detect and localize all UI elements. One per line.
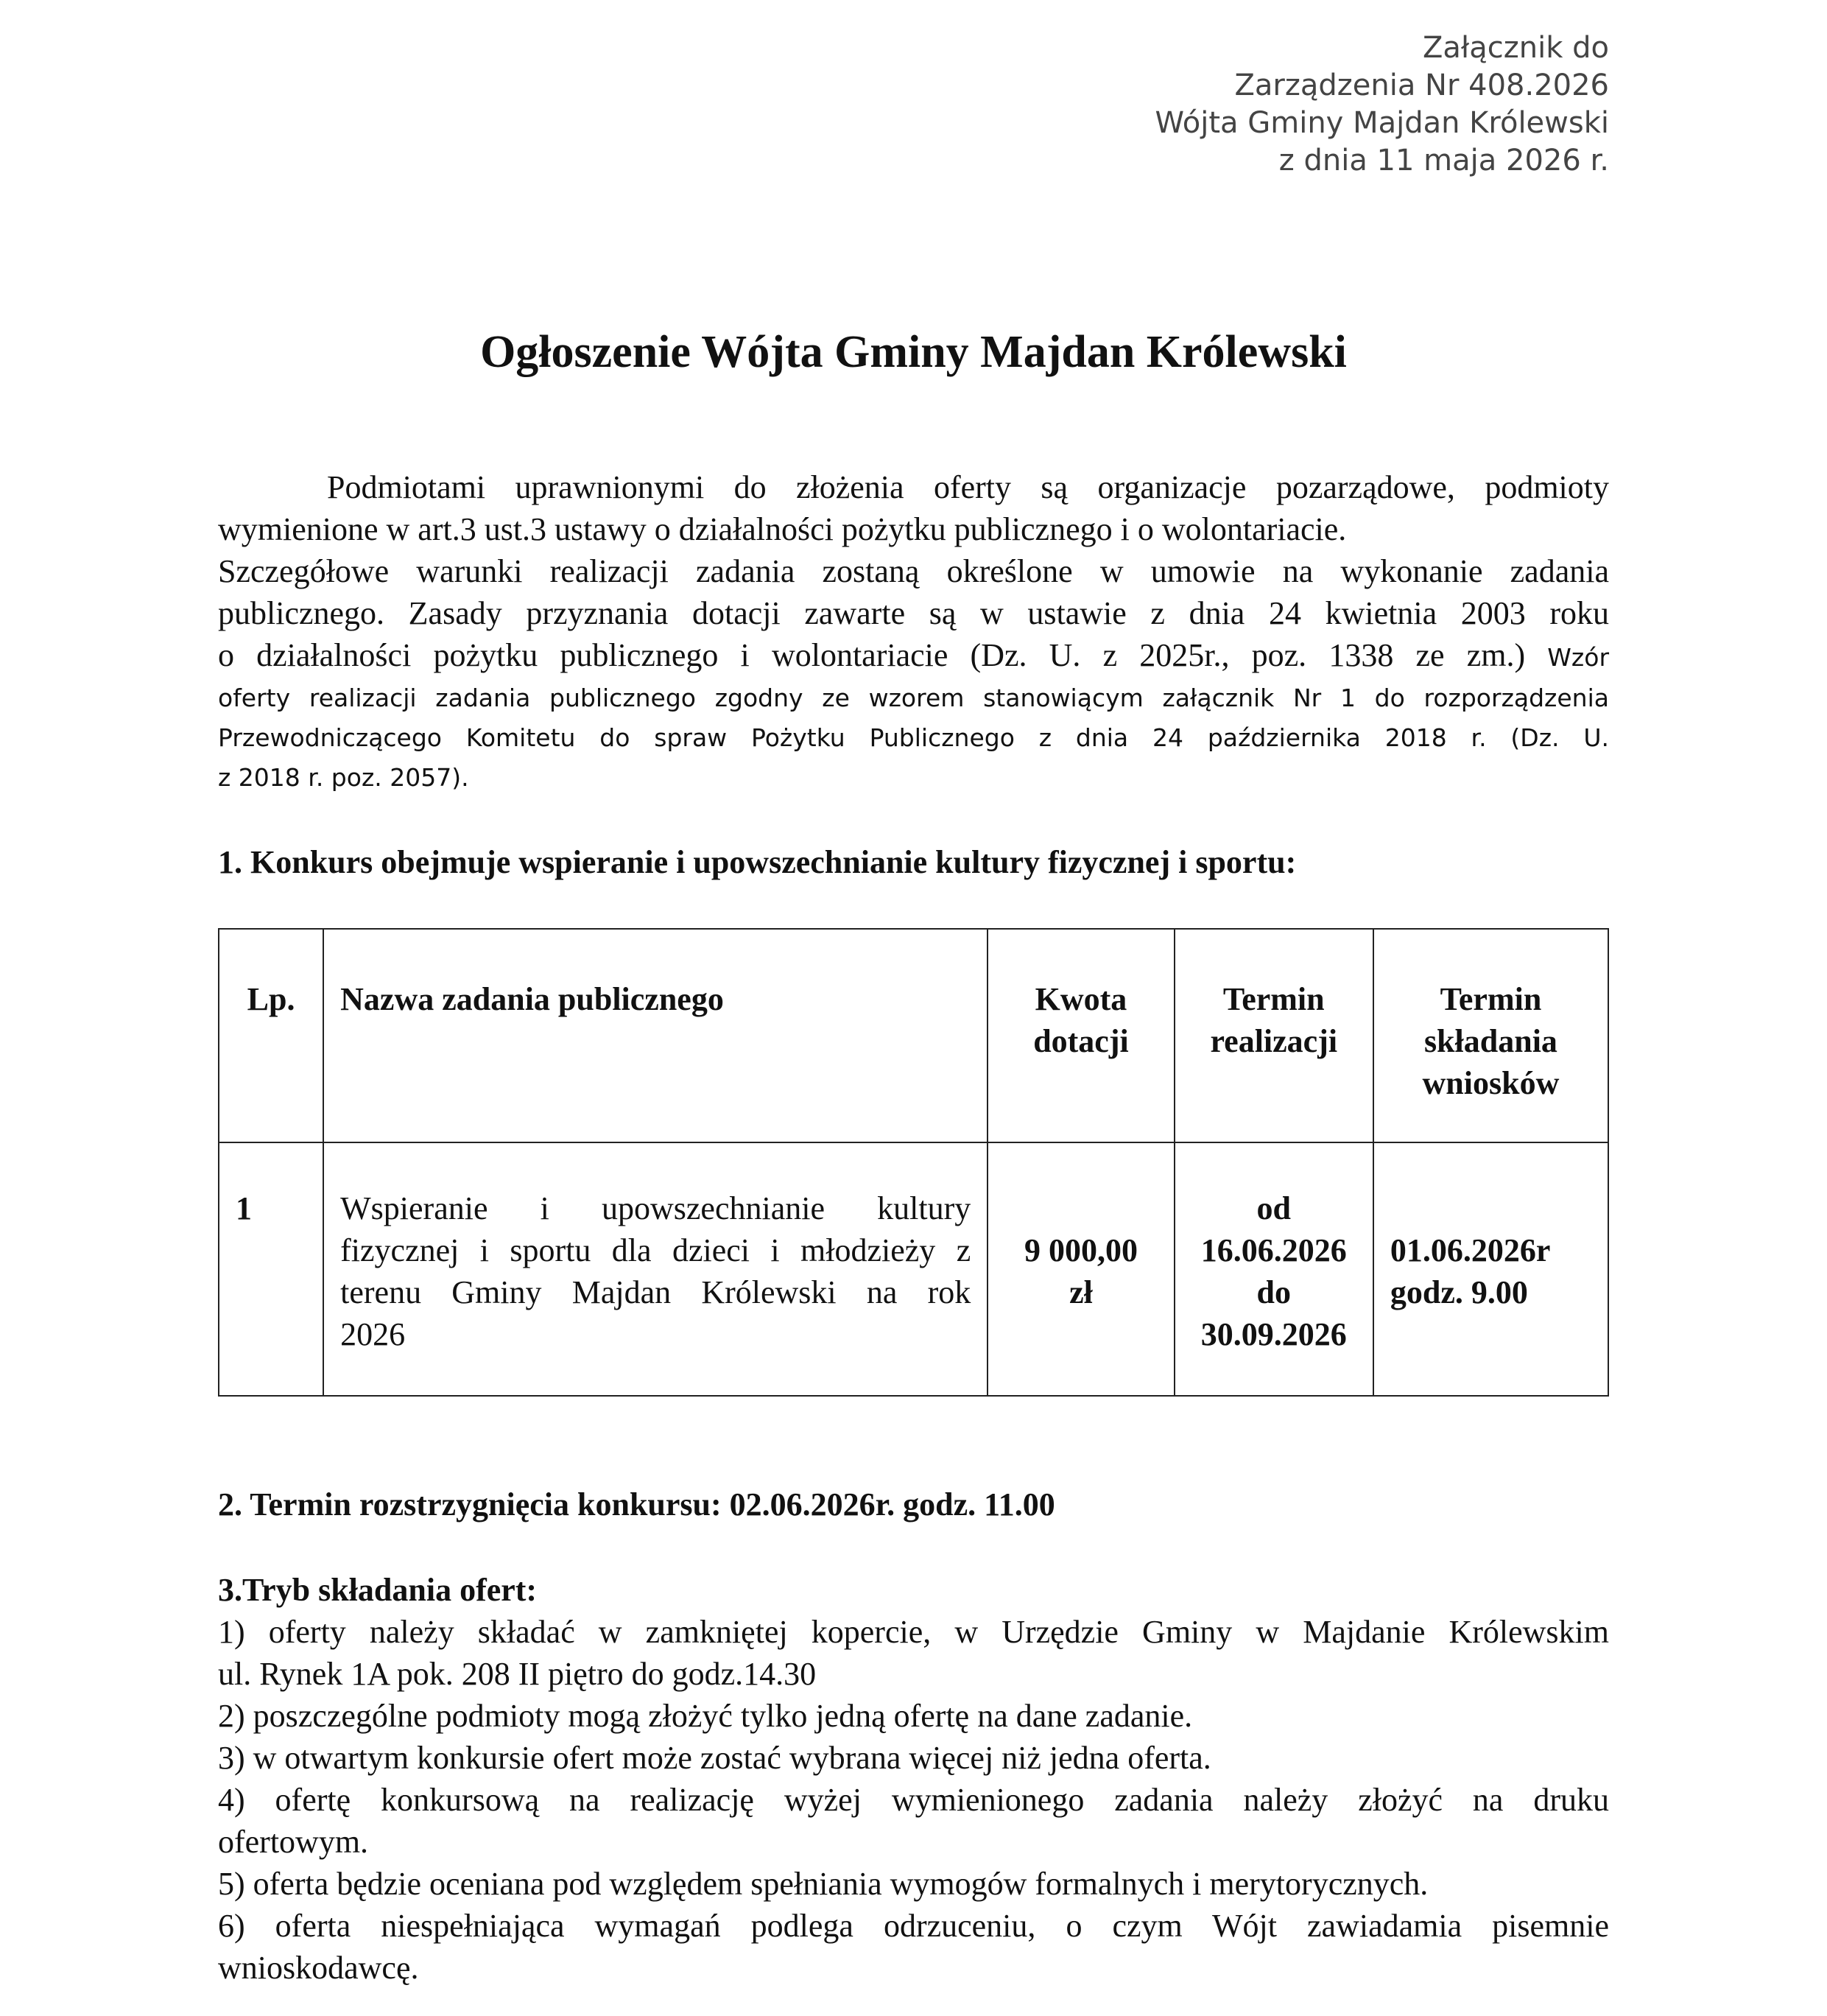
list-item: 3) w otwartym konkursie ofert może zostać wybrana więcej niż jedna oferta. (218, 1740, 1211, 1776)
document-title: Ogłoszenie Wójta Gminy Majdan Królewski (480, 327, 1347, 377)
list-item: ul. Rynek 1A pok. 208 II piętro do godz.14.30 (218, 1656, 817, 1692)
intro-paragraph (218, 466, 1609, 798)
cell-termin: od 16.06.2026 do 30.09.2026 (1175, 1142, 1373, 1396)
tasks-table (218, 928, 1609, 1397)
intro-line: Przewodniczącego Komitetu do spraw Pożytku Publicznego z dnia 24 października 2018 r. (Dz. U. (218, 723, 1609, 752)
header-lp: Lp. (219, 929, 323, 1142)
header-termin-skladania: Termin składania wniosków (1373, 929, 1608, 1142)
attachment-line: Zarządzenia Nr 408.2026 (1234, 69, 1609, 102)
list-item: 5) oferta będzie oceniana pod względem spełniania wymogów formalnych i merytorycznych. (218, 1866, 1429, 1902)
intro-line: z 2018 r. poz. 2057). (218, 763, 469, 792)
table-row (219, 1142, 1608, 1396)
intro-line: oferty realizacji zadania publicznego zgodny ze wzorem stanowiącym załącznik Nr 1 do rozporządzenia (218, 684, 1609, 712)
list-item: 6) oferta niespełniająca wymagań podlega odrzuceniu, o czym Wójt zawiadamia pisemnie (218, 1908, 1609, 1944)
intro-line-sans: Wzór (1547, 643, 1610, 672)
intro-line-serif: o działalności pożytku publicznego i wolontariacie (Dz. U. z 2025r., poz. 1338 ze zm.) (218, 637, 1526, 673)
list-item: 4) ofertę konkursową na realizację wyżej wymienionego zadania należy złożyć na druku (218, 1782, 1609, 1818)
cell-kwota: 9 000,00 zł (988, 1142, 1174, 1396)
section-3-heading: 3.Tryb składania ofert: (218, 1572, 538, 1608)
section-3-list (218, 1611, 1609, 1989)
table-header-row (219, 929, 1608, 1142)
cell-skladanie: 01.06.2026r godz. 9.00 (1373, 1142, 1608, 1396)
intro-line-mixed (218, 634, 1609, 678)
intro-line: publicznego. Zasady przyznania dotacji zawarte są w ustawie z dnia 24 kwietnia 2003 roku (218, 595, 1609, 631)
intro-line: wymienione w art.3 ust.3 ustawy o działalności pożytku publicznego i o wolontariacie. (218, 511, 1347, 547)
cell-name: Wspieranie i upowszechnianie kultury fizycznej i sportu dla dzieci i młodzieży z terenu Gminy Majdan Królewski na rok 2026 (323, 1142, 988, 1396)
attachment-line: Załącznik do (1423, 31, 1609, 65)
list-item: 1) oferty należy składać w zamkniętej kopercie, w Urzędzie Gminy w Majdanie Królewskim (218, 1614, 1609, 1650)
section-2-heading: 2. Termin rozstrzygnięcia konkursu: 02.06.2026r. godz. 11.00 (218, 1486, 1055, 1522)
attachment-note (1155, 29, 1609, 180)
list-item: 2) poszczególne podmioty mogą złożyć tylko jedną ofertę na dane zadanie. (218, 1698, 1193, 1734)
section-1-heading: 1. Konkurs obejmuje wspieranie i upowszechnianie kultury fizycznej i sportu: (218, 844, 1297, 880)
header-kwota: Kwota dotacji (988, 929, 1174, 1142)
list-item: ofertowym. (218, 1824, 369, 1860)
attachment-line: Wójta Gminy Majdan Królewski (1155, 106, 1609, 140)
header-name: Nazwa zadania publicznego (323, 929, 988, 1142)
header-termin-realizacji: Termin realizacji (1175, 929, 1373, 1142)
list-item: wnioskodawcę. (218, 1950, 419, 1986)
attachment-line: z dnia 11 maja 2026 r. (1278, 144, 1609, 178)
intro-line: Podmiotami uprawnionymi do złożenia oferty są organizacje pozarządowe, podmioty (327, 469, 1609, 505)
cell-lp: 1 (219, 1142, 323, 1396)
intro-line: Szczegółowe warunki realizacji zadania zostaną określone w umowie na wykonanie zadania (218, 553, 1609, 589)
